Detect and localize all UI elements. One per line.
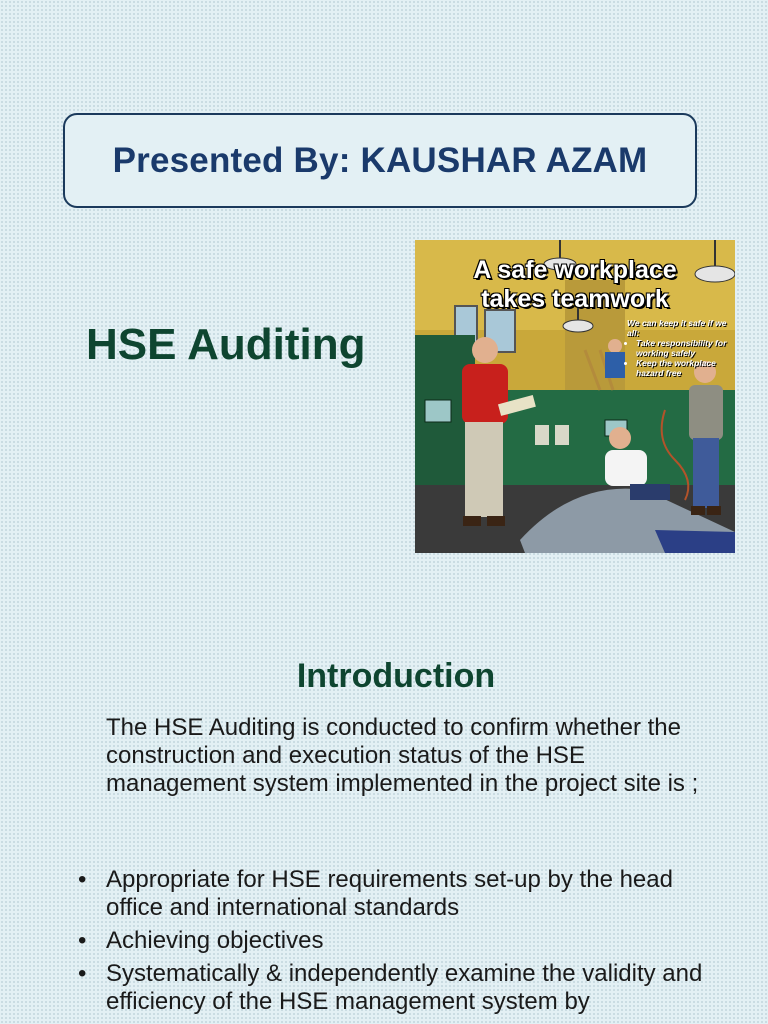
list-item xyxy=(78,866,718,922)
poster-note-item: • Keep the workplace hazard free xyxy=(636,358,733,378)
list-item-text: Achieving objectives xyxy=(106,927,324,954)
page-title: HSE Auditing xyxy=(86,320,366,369)
poster-headline-line1: A safe workplace xyxy=(473,256,677,284)
list-item xyxy=(78,960,718,1016)
list-item xyxy=(78,927,718,955)
bullet-icon: • xyxy=(78,960,87,987)
bullet-list xyxy=(78,866,718,1021)
presenter-banner xyxy=(63,113,697,208)
poster-note-list xyxy=(627,338,733,378)
presenter-text: Presented By: KAUSHAR AZAM xyxy=(112,140,648,180)
section-heading: Introduction xyxy=(296,657,496,695)
list-item-text: Systematically & independently examine the validity and efficiency of the HSE management system by xyxy=(106,960,703,1015)
bullet-icon: • xyxy=(78,866,87,893)
poster-note-item: • Take responsibility for working safely xyxy=(636,338,733,358)
list-item-text: Appropriate for HSE requirements set-up by the head office and international standards xyxy=(106,866,673,921)
poster-headline xyxy=(415,256,735,314)
bullet-icon: • xyxy=(78,927,87,954)
poster-note-intro: We can keep it safe if we all: xyxy=(627,318,727,338)
intro-paragraph: The HSE Auditing is conducted to confirm whether the construction and execution status of the HSE management system implemented in the project site is ; xyxy=(106,714,699,797)
safety-poster-image xyxy=(415,240,735,553)
poster-note xyxy=(627,318,733,378)
poster-headline-line2: takes teamwork xyxy=(481,285,669,313)
